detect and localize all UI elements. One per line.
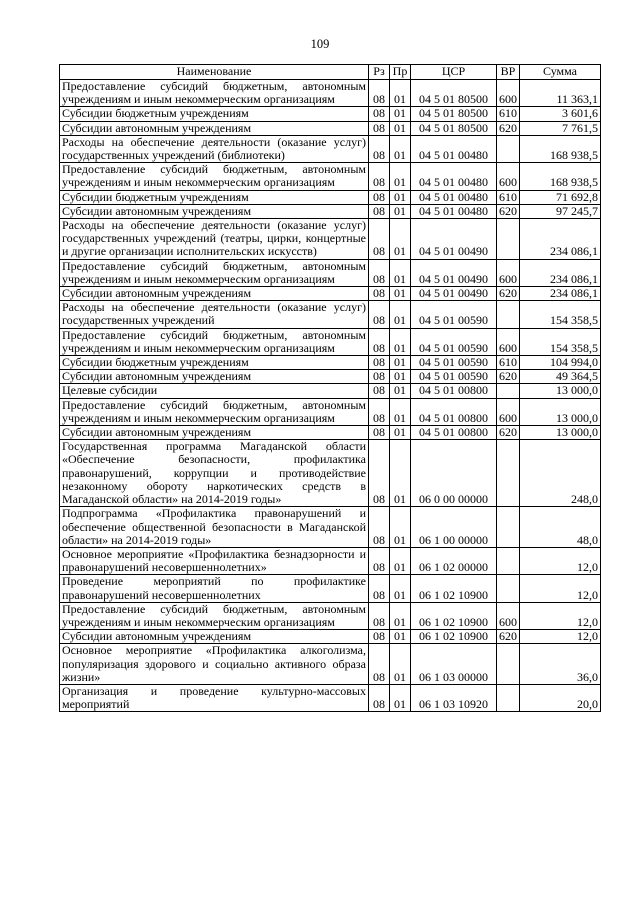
cell-name: Субсидии бюджетным учреждениям — [60, 107, 369, 121]
table-row — [60, 287, 601, 301]
cell-rz: 08 — [369, 190, 390, 204]
cell-vr — [497, 440, 520, 507]
cell-name: Субсидии автономным учреждениям — [60, 630, 369, 644]
cell-sum: 168 938,5 — [520, 163, 601, 190]
cell-vr — [497, 507, 520, 548]
cell-pr: 01 — [390, 80, 411, 107]
cell-sum: 234 086,1 — [520, 259, 601, 286]
cell-rz: 08 — [369, 575, 390, 602]
cell-pr: 01 — [390, 507, 411, 548]
cell-name: Расходы на обеспечение деятельности (оказание услуг) государственных учреждений — [60, 301, 369, 328]
cell-sum: 36,0 — [520, 644, 601, 685]
cell-csr: 04 5 01 00480 — [411, 204, 497, 218]
cell-rz: 08 — [369, 370, 390, 384]
budget-table — [59, 64, 601, 712]
cell-pr: 01 — [390, 356, 411, 370]
cell-vr: 620 — [497, 370, 520, 384]
cell-sum: 12,0 — [520, 547, 601, 574]
table-row — [60, 602, 601, 629]
cell-pr: 01 — [390, 440, 411, 507]
cell-csr: 04 5 01 00480 — [411, 190, 497, 204]
table-row — [60, 398, 601, 425]
table-row — [60, 219, 601, 260]
cell-vr: 620 — [497, 121, 520, 135]
cell-pr: 01 — [390, 107, 411, 121]
cell-name: Субсидии автономным учреждениям — [60, 426, 369, 440]
cell-vr — [497, 575, 520, 602]
cell-rz: 08 — [369, 384, 390, 398]
column-header-csr: ЦСР — [411, 65, 497, 80]
cell-name: Предоставление субсидий бюджетным, автономным учреждениям и иным некоммерческим организациям — [60, 259, 369, 286]
cell-pr: 01 — [390, 370, 411, 384]
cell-csr: 04 5 01 00590 — [411, 356, 497, 370]
table-row — [60, 80, 601, 107]
table-row — [60, 644, 601, 685]
cell-sum: 168 938,5 — [520, 135, 601, 162]
cell-vr: 620 — [497, 630, 520, 644]
cell-rz: 08 — [369, 80, 390, 107]
cell-vr: 600 — [497, 602, 520, 629]
cell-pr: 01 — [390, 575, 411, 602]
cell-vr — [497, 219, 520, 260]
cell-rz: 08 — [369, 684, 390, 711]
cell-sum: 12,0 — [520, 630, 601, 644]
cell-sum: 7 761,5 — [520, 121, 601, 135]
cell-sum: 49 364,5 — [520, 370, 601, 384]
cell-csr: 06 1 00 00000 — [411, 507, 497, 548]
cell-name: Субсидии автономным учреждениям — [60, 287, 369, 301]
cell-vr — [497, 384, 520, 398]
cell-name: Расходы на обеспечение деятельности (оказание услуг) государственных учреждений (театры, цирки, концертные и другие организации исполнительских искусств) — [60, 219, 369, 260]
cell-pr: 01 — [390, 287, 411, 301]
cell-pr: 01 — [390, 190, 411, 204]
cell-pr: 01 — [390, 547, 411, 574]
cell-csr: 04 5 01 00800 — [411, 398, 497, 425]
cell-vr: 600 — [497, 398, 520, 425]
table-body — [60, 80, 601, 712]
cell-pr: 01 — [390, 398, 411, 425]
column-header-name: Наименование — [60, 65, 369, 80]
cell-vr: 620 — [497, 426, 520, 440]
cell-csr: 04 5 01 80500 — [411, 107, 497, 121]
cell-csr: 06 1 03 00000 — [411, 644, 497, 685]
cell-csr: 04 5 01 00490 — [411, 287, 497, 301]
cell-name: Предоставление субсидий бюджетным, автономным учреждениям и иным некоммерческим организациям — [60, 80, 369, 107]
cell-sum: 234 086,1 — [520, 219, 601, 260]
table-row — [60, 384, 601, 398]
cell-vr — [497, 644, 520, 685]
cell-vr — [497, 135, 520, 162]
cell-rz: 08 — [369, 163, 390, 190]
cell-csr: 04 5 01 00590 — [411, 370, 497, 384]
cell-sum: 13 000,0 — [520, 426, 601, 440]
cell-sum: 97 245,7 — [520, 204, 601, 218]
cell-rz: 08 — [369, 219, 390, 260]
cell-name: Субсидии бюджетным учреждениям — [60, 356, 369, 370]
cell-vr: 610 — [497, 356, 520, 370]
column-header-sum: Сумма — [520, 65, 601, 80]
cell-name: Организация и проведение культурно-массовых мероприятий — [60, 684, 369, 711]
cell-pr: 01 — [390, 204, 411, 218]
cell-name: Субсидии бюджетным учреждениям — [60, 190, 369, 204]
cell-vr — [497, 547, 520, 574]
table-row — [60, 356, 601, 370]
cell-sum: 154 358,5 — [520, 328, 601, 355]
cell-sum: 248,0 — [520, 440, 601, 507]
table-row — [60, 507, 601, 548]
cell-sum: 20,0 — [520, 684, 601, 711]
cell-name: Субсидии автономным учреждениям — [60, 121, 369, 135]
cell-rz: 08 — [369, 328, 390, 355]
cell-rz: 08 — [369, 287, 390, 301]
table-row — [60, 426, 601, 440]
cell-sum: 154 358,5 — [520, 301, 601, 328]
cell-rz: 08 — [369, 644, 390, 685]
table-row — [60, 301, 601, 328]
cell-vr: 610 — [497, 107, 520, 121]
table-row — [60, 547, 601, 574]
cell-name: Проведение мероприятий по профилактике правонарушений несовершеннолетних — [60, 575, 369, 602]
cell-pr: 01 — [390, 301, 411, 328]
cell-pr: 01 — [390, 219, 411, 260]
cell-sum: 3 601,6 — [520, 107, 601, 121]
cell-pr: 01 — [390, 121, 411, 135]
cell-rz: 08 — [369, 440, 390, 507]
cell-sum: 234 086,1 — [520, 287, 601, 301]
table-row — [60, 121, 601, 135]
cell-sum: 12,0 — [520, 602, 601, 629]
cell-pr: 01 — [390, 384, 411, 398]
column-header-pr: Пр — [390, 65, 411, 80]
cell-rz: 08 — [369, 507, 390, 548]
cell-rz: 08 — [369, 602, 390, 629]
cell-pr: 01 — [390, 644, 411, 685]
cell-rz: 08 — [369, 204, 390, 218]
cell-rz: 08 — [369, 259, 390, 286]
cell-vr: 600 — [497, 163, 520, 190]
cell-sum: 11 363,1 — [520, 80, 601, 107]
table-row — [60, 190, 601, 204]
table-row — [60, 328, 601, 355]
table-row — [60, 204, 601, 218]
cell-name: Предоставление субсидий бюджетным, автономным учреждениям и иным некоммерческим организациям — [60, 398, 369, 425]
cell-sum: 12,0 — [520, 575, 601, 602]
table-row — [60, 370, 601, 384]
cell-pr: 01 — [390, 328, 411, 355]
cell-name: Предоставление субсидий бюджетным, автономным учреждениям и иным некоммерческим организациям — [60, 602, 369, 629]
cell-csr: 04 5 01 80500 — [411, 121, 497, 135]
cell-name: Субсидии автономным учреждениям — [60, 204, 369, 218]
table-row — [60, 630, 601, 644]
cell-rz: 08 — [369, 547, 390, 574]
cell-vr — [497, 301, 520, 328]
cell-csr: 06 1 02 00000 — [411, 547, 497, 574]
cell-csr: 04 5 01 00490 — [411, 219, 497, 260]
cell-csr: 04 5 01 80500 — [411, 80, 497, 107]
cell-csr: 06 1 02 10900 — [411, 630, 497, 644]
cell-pr: 01 — [390, 630, 411, 644]
table-row — [60, 684, 601, 711]
column-header-rz: Рз — [369, 65, 390, 80]
cell-csr: 06 1 03 10920 — [411, 684, 497, 711]
cell-csr: 04 5 01 00590 — [411, 328, 497, 355]
cell-rz: 08 — [369, 398, 390, 425]
cell-name: Основное мероприятие «Профилактика алкоголизма, популяризация здорового и социально активного образа жизни» — [60, 644, 369, 685]
cell-rz: 08 — [369, 107, 390, 121]
cell-name: Подпрограмма «Профилактика правонарушений и обеспечение общественной безопасности в Магаданской области» на 2014-2019 годы» — [60, 507, 369, 548]
cell-rz: 08 — [369, 630, 390, 644]
table-row — [60, 440, 601, 507]
cell-name: Предоставление субсидий бюджетным, автономным учреждениям и иным некоммерческим организациям — [60, 163, 369, 190]
cell-pr: 01 — [390, 259, 411, 286]
cell-pr: 01 — [390, 602, 411, 629]
cell-pr: 01 — [390, 426, 411, 440]
cell-rz: 08 — [369, 426, 390, 440]
cell-sum: 71 692,8 — [520, 190, 601, 204]
cell-vr: 620 — [497, 287, 520, 301]
cell-rz: 08 — [369, 135, 390, 162]
cell-vr — [497, 684, 520, 711]
cell-pr: 01 — [390, 684, 411, 711]
cell-pr: 01 — [390, 163, 411, 190]
cell-rz: 08 — [369, 301, 390, 328]
cell-vr: 600 — [497, 80, 520, 107]
table-row — [60, 575, 601, 602]
cell-csr: 04 5 01 00480 — [411, 135, 497, 162]
column-header-vr: ВР — [497, 65, 520, 80]
table-row — [60, 135, 601, 162]
cell-sum: 13 000,0 — [520, 384, 601, 398]
cell-vr: 610 — [497, 190, 520, 204]
cell-sum: 104 994,0 — [520, 356, 601, 370]
cell-csr: 04 5 01 00490 — [411, 259, 497, 286]
table-row — [60, 259, 601, 286]
table-row — [60, 163, 601, 190]
page-number: 109 — [310, 37, 330, 51]
cell-name: Расходы на обеспечение деятельности (оказание услуг) государственных учреждений (библиотеки) — [60, 135, 369, 162]
cell-rz: 08 — [369, 121, 390, 135]
cell-csr: 04 5 01 00800 — [411, 384, 497, 398]
cell-sum: 13 000,0 — [520, 398, 601, 425]
cell-sum: 48,0 — [520, 507, 601, 548]
table-row — [60, 107, 601, 121]
cell-name: Основное мероприятие «Профилактика безнадзорности и правонарушений несовершеннолетних» — [60, 547, 369, 574]
cell-name: Субсидии автономным учреждениям — [60, 370, 369, 384]
cell-csr: 06 0 00 00000 — [411, 440, 497, 507]
cell-vr: 600 — [497, 328, 520, 355]
cell-vr: 600 — [497, 259, 520, 286]
cell-csr: 06 1 02 10900 — [411, 575, 497, 602]
cell-rz: 08 — [369, 356, 390, 370]
cell-vr: 620 — [497, 204, 520, 218]
cell-csr: 06 1 02 10900 — [411, 602, 497, 629]
cell-name: Предоставление субсидий бюджетным, автономным учреждениям и иным некоммерческим организациям — [60, 328, 369, 355]
cell-csr: 04 5 01 00590 — [411, 301, 497, 328]
cell-name: Государственная программа Магаданской области «Обеспечение безопасности, профилактика правонарушений, коррупции и противодействие незаконному обороту наркотических средств в Магаданской области» на 2014-2019 годы» — [60, 440, 369, 507]
cell-csr: 04 5 01 00800 — [411, 426, 497, 440]
cell-pr: 01 — [390, 135, 411, 162]
table-header-row — [60, 65, 601, 80]
cell-csr: 04 5 01 00480 — [411, 163, 497, 190]
cell-name: Целевые субсидии — [60, 384, 369, 398]
